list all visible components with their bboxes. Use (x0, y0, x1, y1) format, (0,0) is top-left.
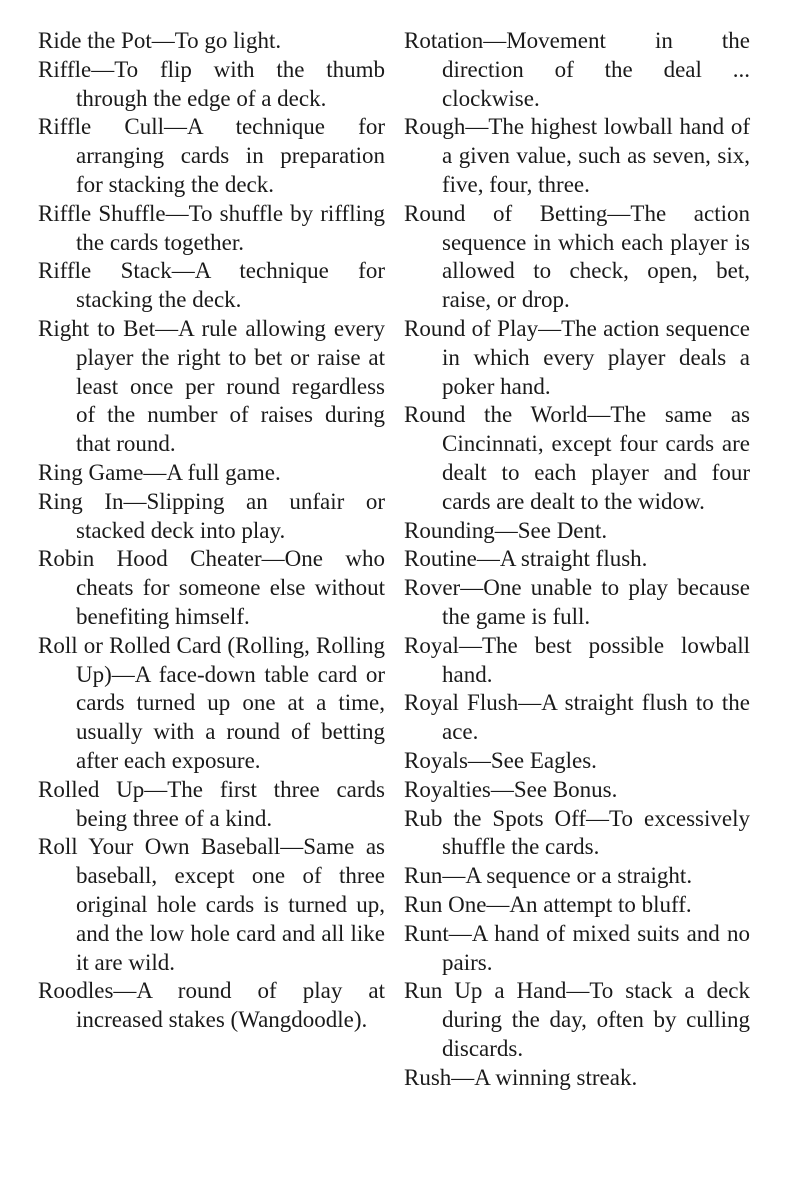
glossary-entry: Riffle Cull—A technique for arranging cards in preparation for stacking the deck. (38, 114, 385, 197)
glossary-entry: Riffle—To flip with the thumb through the edge of a deck. (38, 56, 385, 111)
glossary-entry: Runt—A hand of mixed suits and no pairs. (404, 920, 750, 975)
glossary-entry: Ring In—Slipping an unfair or stacked deck into play. (38, 488, 385, 543)
glossary-entry: Roodles—A round of play at increased stakes (Wangdoodle). (38, 978, 385, 1033)
glossary-entry: Riffle Shuffle—To shuffle by riffling the cards together. (38, 200, 385, 255)
glossary-page (38, 27, 750, 1092)
glossary-entry: Rub the Spots Off—To excessively shuffle the cards. (404, 805, 750, 860)
glossary-entry: Rotation—Movement in the direction of the deal ... clockwise. (404, 28, 750, 111)
glossary-entry: Roll or Rolled Card (Rolling, Rolling Up)—A face-down table card or cards turned up one at a time, usually with a round of betting after each exposure. (38, 632, 385, 773)
glossary-entry: Round of Betting—The action sequence in which each player is allowed to check, open, bet, raise, or drop. (404, 200, 750, 313)
glossary-entry: Royal Flush—A straight flush to the ace. (404, 690, 750, 745)
glossary-column-left (38, 27, 385, 1092)
glossary-entry: Royals—See Eagles. (404, 747, 597, 773)
glossary-entry: Royal—The best possible lowball hand. (404, 632, 750, 687)
glossary-entry: Run One—An attempt to bluff. (404, 891, 692, 917)
glossary-entry: Rounding—See Dent. (404, 517, 608, 543)
glossary-entry: Royalties—See Bonus. (404, 776, 618, 802)
glossary-entry: Riffle Stack—A technique for stacking the deck. (38, 258, 385, 313)
glossary-entry: Rush—A winning streak. (404, 1064, 638, 1090)
glossary-entry: Robin Hood Cheater—One who cheats for someone else without benefiting himself. (38, 546, 385, 629)
glossary-column-right (404, 27, 750, 1092)
glossary-entry: Round the World—The same as Cincinnati, except four cards are dealt to each player and four cards are dealt to the widow. (404, 402, 750, 514)
glossary-entry: Roll Your Own Baseball—Same as baseball, except one of three original hole cards is turned up, and the low hole card and all like it are wild. (38, 834, 385, 975)
glossary-entry: Run Up a Hand—To stack a deck during the day, often by culling discards. (404, 978, 750, 1061)
glossary-entry: Rolled Up—The first three cards being three of a kind. (38, 776, 385, 831)
glossary-entry: Rough—The highest lowball hand of a given value, such as seven, six, five, four, three. (404, 114, 750, 197)
glossary-entry: Rover—One unable to play because the game is full. (404, 575, 750, 629)
glossary-entry: Routine—A straight flush. (404, 546, 648, 572)
glossary-entry: Right to Bet—A rule allowing every player the right to bet or raise at least once per round regardless of the number of raises during that round. (38, 315, 385, 457)
glossary-entry: Ring Game—A full game. (38, 459, 281, 485)
glossary-entry: Ride the Pot—To go light. (38, 28, 282, 53)
glossary-entry: Round of Play—The action sequence in which every player deals a poker hand. (404, 315, 750, 399)
glossary-entry: Run—A sequence or a straight. (404, 863, 693, 889)
